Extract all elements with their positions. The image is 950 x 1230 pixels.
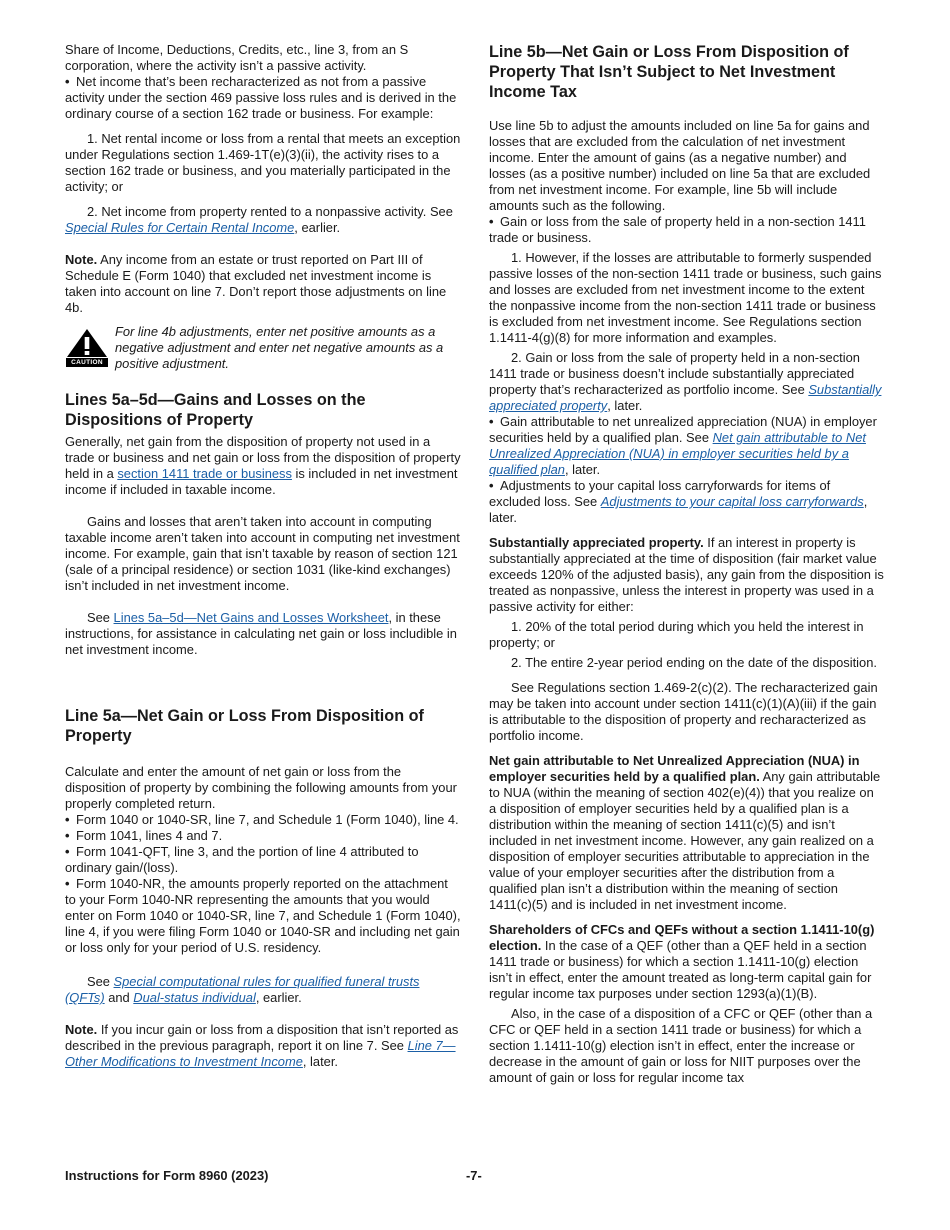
numbered-item: 2. The entire 2-year period ending on the date of the disposition. (511, 655, 877, 670)
note-label: Note. (65, 1022, 98, 1037)
left-paragraph: See Lines 5a–5d—Net Gains and Losses Worksheet, in these instructions, for assistance in calculating net gain or loss includible in net investment income. (65, 610, 457, 657)
bullet-item: • Gain or loss from the sale of property held in a non-section 1411 trade or business. (489, 214, 884, 246)
section-heading-lines-5a-5d: Lines 5a–5d—Gains and Losses on the Dispositions of Property (65, 391, 366, 429)
run-in-heading: Net gain attributable to Net Unrealized Appreciation (NUA) in employer securities held by a qualified plan. (489, 753, 860, 784)
footer-page-number: -7- (466, 1168, 482, 1183)
link-nua[interactable]: Net gain attributable to Net Unrealized Appreciation (NUA) in employer securities held by a qualified plan (489, 430, 866, 477)
section-heading-line-5b: Line 5b—Net Gain or Loss From Disposition of Property That Isn’t Subject to Net Investment Income Tax (489, 43, 849, 101)
link-worksheet[interactable]: Lines 5a–5d—Net Gains and Losses Worksheet (113, 610, 389, 625)
caution-label: CAUTION (66, 358, 108, 367)
link-line-7[interactable]: Line 7—Other Modifications to Investment Income (65, 1038, 456, 1069)
note-label: Note. (65, 252, 98, 267)
right-paragraph: Use line 5b to adjust the amounts included on line 5a for gains and losses that are excluded from the calculation of net investment income. Enter the amount of gains (as a negative number) and losses (as a positive number) included on line 5a that are excluded from net investment income. For example, line 5b will include amounts such as the following. (489, 118, 871, 213)
bullet-item: • Form 1040-NR, the amounts properly reported on the attachment to your Form 1040-NR representing the amounts that you would enter on Form 1040 or 1040-SR, line 7, and Schedule 1 (Form 1040), line 4, if you were filing Form 1040 or 1040-SR and including net gain or loss only for your period of U.S. residency. (65, 876, 462, 956)
right-paragraph: See Regulations section 1.469-2(c)(2). The recharacterized gain may be taken into account under section 1411(c)(1)(A)(iii) if the gain is attributable to the disposition of property and recharacterized as portfolio income. (489, 680, 878, 743)
numbered-item: 2. Gain or loss from the sale of property held in a non-section 1411 trade or business doesn’t include substantially appreciated property that’s recharacterized as portfolio income. See Substantially appreciated property, later. (489, 350, 882, 413)
run-in-heading: Substantially appreciated property. (489, 535, 704, 550)
link-qft-rules[interactable]: Special computational rules for qualified funeral trusts (QFTs) (65, 974, 420, 1005)
left-column (65, 42, 462, 1070)
left-paragraph: See Special computational rules for qualified funeral trusts (QFTs) and Dual-status individual, earlier. (65, 974, 420, 1005)
caution-box (65, 324, 462, 372)
right-paragraph: Shareholders of CFCs and QEFs without a section 1.1411-10(g) election. In the case of a QEF (other than a QEF held in a section 1411 trade or business) for which a section 1.1411-10(g) election isn’t in effect, enter the amount treated as long-term capital gain for regular income tax purposes under section 1293(a)(1)(B). (489, 922, 875, 1001)
warning-triangle-icon (66, 328, 108, 358)
caution-text: For line 4b adjustments, enter net positive amounts as a negative adjustment and enter net negative amounts as a positive adjustment. (115, 324, 444, 371)
bullet-item: • Form 1041-QFT, line 3, and the portion of line 4 attributed to ordinary gain/(loss). (65, 844, 462, 876)
numbered-item: 1. However, if the losses are attributable to formerly suspended passive losses of the non-section 1411 trade or business, such gains and losses are excluded from net investment income to the extent the nonpassive income from the non-section 1411 trade or business is excluded from net investment income. See Regulations section 1.1411-4(g)(8) for more information and examples. (489, 250, 882, 345)
left-paragraph: Calculate and enter the amount of net gain or loss from the disposition of property by combining the following amounts from your properly completed return. (65, 764, 457, 811)
right-paragraph: Also, in the case of a disposition of a CFC or QEF (other than a CFC or QEF held in a section 1411 trade or business) for which a section 1.1411-10(g) election isn’t in effect, enter the increase or decrease in the amount of gain or loss for NIIT purposes over the amount of gain or loss for regular income tax (489, 1006, 873, 1085)
bullet-item: • Gain attributable to net unrealized appreciation (NUA) in employer securities held by a qualified plan. See Net gain attributable to Net Unrealized Appreciation (NUA) in employer securities held by a qualified plan, later. (489, 414, 884, 478)
left-paragraph: Share of Income, Deductions, Credits, etc., line 3, from an S corporation, where the activity isn’t a passive activity. (65, 42, 409, 73)
link-dual-status[interactable]: Dual-status individual (133, 990, 256, 1005)
bullet-item: • Net income that’s been recharacterized as not from a passive activity under the section 469 passive loss rules and is derived in the ordinary course of a section 162 trade or business. For example: (65, 74, 462, 122)
numbered-item: 2. Net income from property rented to a nonpassive activity. See Special Rules for Certain Rental Income, earlier. (65, 204, 453, 235)
run-in-heading: Shareholders of CFCs and QEFs without a section 1.1411-10(g) election. (489, 922, 875, 953)
footer-form-title: Instructions for Form 8960 (2023) (65, 1168, 269, 1183)
link-capital-loss-carryforwards[interactable]: Adjustments to your capital loss carryforwards (600, 494, 864, 509)
numbered-item: 1. 20% of the total period during which you held the interest in property; or (489, 619, 864, 650)
bullet-item: • Form 1041, lines 4 and 7. (65, 828, 462, 844)
right-column (489, 42, 884, 1086)
section-heading-line-5a: Line 5a—Net Gain or Loss From Disposition of Property (65, 707, 424, 745)
bullet-item: • Adjustments to your capital loss carryforwards for items of excluded loss. See Adjustments to your capital loss carryforwards, later. (489, 478, 884, 526)
bullet-item: • Form 1040 or 1040-SR, line 7, and Schedule 1 (Form 1040), line 4. (65, 812, 462, 828)
caution-icon (65, 324, 109, 372)
link-section-1411-trade[interactable]: section 1411 trade or business (117, 466, 292, 481)
note-paragraph: Note. Any income from an estate or trust reported on Part III of Schedule E (Form 1040) that excluded net investment income is taken into account on line 7. Don’t report those adjustments on line 4b. (65, 252, 447, 315)
link-substantially-appreciated[interactable]: Substantially appreciated property (489, 382, 882, 413)
note-paragraph: Note. If you incur gain or loss from a disposition that isn’t reported as described in the previous paragraph, report it on line 7. See Line 7—Other Modifications to Investment Income, later. (65, 1022, 459, 1069)
right-paragraph: Net gain attributable to Net Unrealized Appreciation (NUA) in employer securities held by a qualified plan. Any gain attributable to NUA (within the meaning of section 402(e)(4)) that you realize on a disposition of employer securities held by a qualified plan is a distribution within the meaning of section 1411(c)(5) and isn’t included in net investment income. However, any gain realized on a disposition of employer securities attributable to appreciation in the value of your employer securities after the distribution from a qualified plan isn’t a distribution within the meaning of section 1411(c)(5) and is included in net investment income. (489, 753, 881, 912)
link-special-rules-rental-income[interactable]: Special Rules for Certain Rental Income (65, 220, 295, 235)
right-paragraph: Substantially appreciated property. If an interest in property is substantially appreciated at the time of disposition (fair market value exceeds 120% of the adjusted basis), any gain from the disposition is treated as nonpassive, unless the interest in property was used in a passive activity for either: (489, 535, 884, 614)
left-paragraph: Gains and losses that aren’t taken into account in computing taxable income aren’t taken into account in computing net investment income. For example, gain that isn’t taxable by reason of section 121 (sale of a principal residence) or section 1031 (like-kind exchanges) isn’t included in net investment income. (65, 514, 460, 593)
left-paragraph: Generally, net gain from the disposition of property not used in a trade or business and net gain or loss from the disposition of property held in a section 1411 trade or business is included in net investment income if included in taxable income. (65, 434, 461, 497)
numbered-item: 1. Net rental income or loss from a rental that meets an exception under Regulations section 1.469-1T(e)(3)(ii), the activity rises to a section 162 trade or business, and you materially participated in the activity; or (65, 131, 461, 194)
